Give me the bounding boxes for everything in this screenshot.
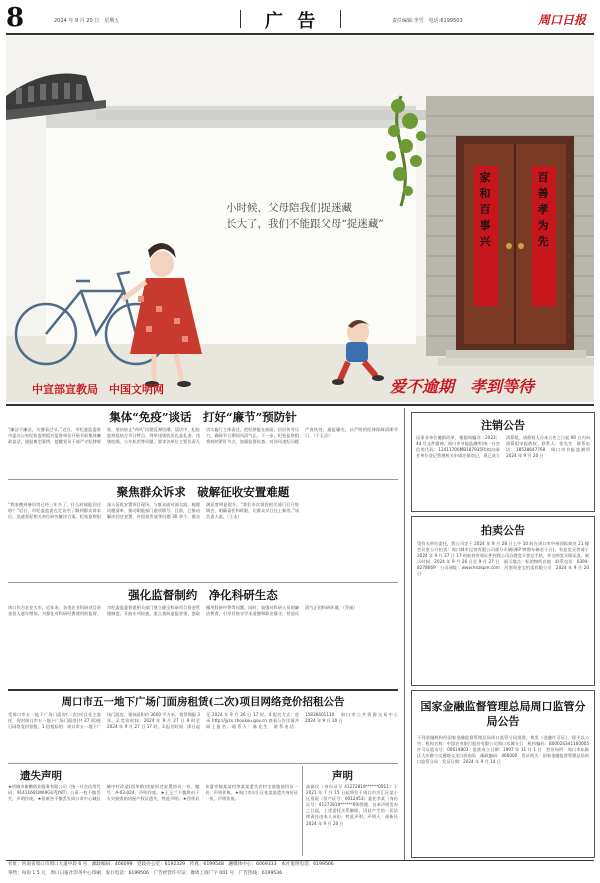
section-rule-left — [240, 10, 241, 28]
banner-caption-line1: 小时候，父母陪我们捉迷藏 — [226, 202, 352, 214]
header-rule — [6, 33, 594, 35]
notice-title-regulator: 国家金融监督管理总局周口监管分局公告 — [420, 700, 586, 728]
column-divider — [404, 408, 405, 860]
notice-body-auction: 受有关单位委托，我公司定于 2024 年 9 月 28 日上午 10 时在周口市中州国际商业 21 楼会议室公开拍卖：周口城市运营有限公司部分车辆(豫P 牌照车辆若干台)。有意竞买者请于 2024 年 9 月 27 日 17 时前持有效证件到我公司办理竞买登记手续，并交纳竞买保证金。展示时间：2024 年 9 月 26 日至 9 月 27 日 展示地点：标的物所在地 联系电话：0394-8278669 公司网址：www.hnzkpm.com 河南周金宝拍卖有限公司 2024 年 9 月 20 日 — [417, 541, 589, 577]
article-title-3: 强化监督制约 净化科研生态 — [128, 588, 278, 602]
notice-title-auction: 拍卖公告 — [481, 524, 525, 537]
notice-title-deregistration: 注销公告 — [481, 419, 525, 432]
article-body-1: “廉洁不廉洁，关键看过节。”近日，市纪委监委驻市委办公室纪检监察组对监督单位开展节前集体廉政谈话，通报典型案例，提醒党员干部严守纪律规矩，坚决防止“四风”问题反弹回潮。谈话中，纪检监察组结合节日特点，列举违规收送礼品礼金、违规吃喝、公车私用等问题，要求各单位主要负责人切实履行主体责任，把纪律挺在前面，层层传导压力，确保节日期间风清气正。下一步，纪检监察组将持续紧盯节点，加强监督检查，对顶风违纪问题严查快处、通报曝光，以严明的纪律保障清朗节日。（于玉洁） — [8, 427, 398, 445]
statement-title: 声明 — [332, 770, 353, 782]
banner-bottom-rule — [6, 404, 594, 406]
notice-box-auction — [411, 516, 595, 686]
statement-body: 高新民（身份证号 41272819******0911）于 2021 年 7 月 15 日起将位于周口市川汇区某小区房屋（房产证号：0012453）委托李某（身份证号：41272819******09)管理。自本声明发布之日起，上述委托关系解除，因此产生的一切法律责任由本人承担。特此声明。声明人：高新民 2024 年 9 月 20 日 — [306, 784, 403, 826]
lost-statement-body: ★项城市新鹏创业服务有限公司（统一社会信用代码：91411681MA9GU7JY8T）公章一枚不慎丢失，声明作废。★张新杰不慎丢失周口市中心城区城中村改造(西华路)房屋拆迁安置协议一份，编号：A-03-024，声明作废。★王玉兰不慎将由于火灾损毁的房屋产权证遗失，特此声明。★西华县东夏亭镇某某村李某某遗失农村宅基地使用证一份，声明作废。★周口市川汇区张某某遗失身份证一张，声明作废。 — [8, 784, 298, 802]
section-title: 广 告 — [265, 11, 320, 32]
article-block-integrity — [8, 409, 398, 689]
article-body-2: “我家搬到备用房已经三年多了，什么时候能回迁呀？”近日，市纪委监委在走访中了解到群众诉求后，迅速督促相关单位研究解决方案。纪检监察组深入征收安置项目现场，与群众面对面交流，梳理问题清单，推动职能部门逐项销号。目前，已推动解决回迁安置、补偿款发放等问题 30 余个，群众满意度明显提升。“我们多次督促相关部门召开协调会，明确责任和时限，让群众早日住上新房。”该负责人说。（王永） — [8, 502, 299, 520]
tender-notice-body: 受周口市五一地下广场门面房(二次)项目业主委托，现对周口市五一地下广场门面房(共 37 间)进行网络竞价招租。1.招租标的：周口市五一地下广场门面房，建筑面积约 3600 平方米，租赁期限 3 年。2.竞价时间：2024 年 9 月 27 日 9 时至 2024 年 9 月 27 日 17 时。3.报名时间：即日起至 2024 年 9 月 26 日 17 时。4.报名方式：登录 http://jyzx.zhoukou.gov.cn 查看公告详情并网上报名。联系人：陈先生 联系电话：15836601110 周口市公共资源交易中心 2024 年 9 月 20 日 — [8, 712, 403, 730]
article-title-2: 聚焦群众诉求 破解征收安置难题 — [116, 485, 290, 499]
lost-statement-title: 遗失声明 — [20, 770, 62, 782]
article-divider-1 — [8, 479, 398, 480]
footer-publishing: 零售：每份 1.5 元 周口日报社印务中心印刷 发行电话：6199506 广告经营许可证：豫周工商广字 001 号 广告热线：6199536 — [8, 871, 283, 876]
tender-notice-title: 周口市五一地下广场门面房租赁(二次)项目网络竞价招租公告 — [61, 696, 345, 708]
banner-caption-line2: 长大了，我们不能跟父母“捉迷藏” — [226, 218, 384, 230]
notice-box-deregistration — [411, 412, 595, 512]
section-rule-right — [340, 10, 341, 28]
article-body-3: 周口作为农业大市，近年来，各类农业科研项目资金投入逐年增加。为强化对科研经费使用的监督，市纪委监委督促相关部门建立健全科研项目资金管理制度，开展专项检查，重点查纠虚报冒领、套取挪用科研经费等问题。同时，加强对科研人员的廉洁教育，引导其恪守学术道德和职业操守，营造风清气正的科研环境。（乔刚） — [8, 605, 358, 617]
newspaper-logo: 周口日报 — [538, 13, 587, 27]
door-couplet-right: 家和百事兴 — [479, 171, 491, 248]
door-couplet-left: 百善孝为先 — [537, 171, 549, 248]
banner-sponsor: 中宣部宣教局 中国文明网 — [32, 383, 164, 396]
statement-divider — [302, 766, 303, 856]
notice-body-deregistration: 因事业单位撤销改革，根据周编办〔2023〕44 号文件精神，周口市节能监测所(统一社会信用代码：12411700MB187935R)拟向事业单位登记管理机关申请注销登记，现已成立清算组，请债权人自本公告之日起 90 日内向清算组申报债权。联系人：张先生 联系电话：18538647768 周口市节能监测所 2024 年 9 月 20 日 — [416, 435, 595, 459]
issue-date: 2024 年 9 月 20 日 星期五 — [54, 18, 120, 24]
page-number: 8 — [6, 3, 25, 33]
footer-rule — [6, 860, 594, 861]
article-divider-2 — [8, 582, 398, 583]
editor-info: 责任编辑:李雪 电话:6199503 — [392, 18, 463, 24]
footer-address: 社址：河南省周口市周口大道中段 6 号 邮政编码：466099 党政办公室：6192329 传真：6199548 融媒体中心：6069333 本社值班电话：6199506 — [8, 862, 334, 867]
article-title-1: 集体“免疫”谈话 打好“廉节”预防针 — [109, 410, 297, 424]
notice-body-regulator: 下列金融机构经国家金融监督管理总局周口监管分局批准，换发《金融许可证》，现予以公告：机构名称：中国农业银行股份有限公司周口东城支行 机构编码：B0002S341160005 许可证流水号：00619803 批准成立日期：1997 年 11 月 1 日 营业场所：周口市东新区大庆路与交通路交叉口西南角 邮政编码：466000 发证机关：国家金融监督管理总局周口监管分局 发证日期：2024 年 9 月 14 日 — [417, 735, 594, 765]
notice-box-regulator — [411, 690, 595, 858]
tender-top-rule — [8, 689, 398, 691]
banner-slogan: 爱不逾期 孝到等待 — [390, 377, 535, 396]
tender-bottom-rule — [8, 763, 398, 764]
